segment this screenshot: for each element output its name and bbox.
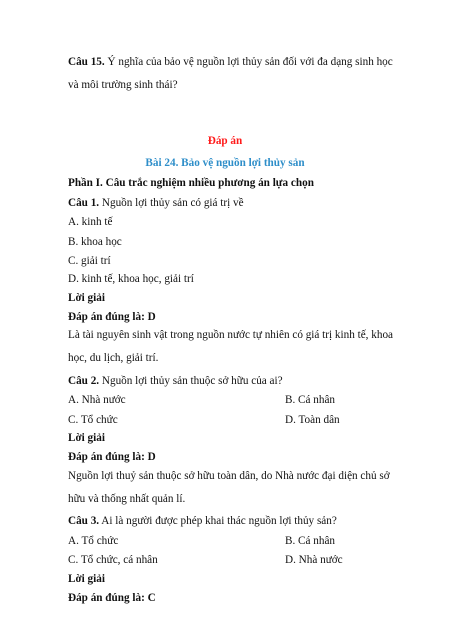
q15-line2: và môi trường sinh thái? — [68, 79, 178, 91]
lesson-title: Bài 24. Bảo vệ nguồn lợi thủy sản — [145, 157, 305, 169]
q3-correct-answer: Đáp án đúng là: C — [68, 592, 156, 604]
q3-option-c: C. Tổ chức, cá nhân — [68, 554, 158, 566]
part-title: Phần I. Câu trắc nghiệm nhiều phương án lựa chọn — [68, 177, 314, 189]
q1-question — [68, 196, 244, 210]
q2-option-c: C. Tổ chức — [68, 414, 118, 426]
q2-explanation-line1: Nguồn lợi thuỷ sản thuộc sở hữu toàn dân, do Nhà nước đại diện chủ sở — [68, 470, 390, 482]
q3-option-a: A. Tổ chức — [68, 535, 119, 547]
q2-correct-answer: Đáp án đúng là: D — [68, 451, 156, 463]
q3-text: Ai là người được phép khai thác nguồn lợi thủy sản? — [99, 515, 337, 527]
q1-text: Nguồn lợi thủy sản có giá trị về — [99, 197, 244, 209]
q1-option-a: A. kinh tế — [68, 216, 113, 228]
q3-option-b: B. Cá nhân — [285, 535, 336, 547]
q1-option-d: D. kinh tế, khoa học, giải trí — [68, 273, 194, 285]
q15-text: Ý nghĩa của bảo vệ nguồn lợi thủy sản đối với đa dạng sinh học — [104, 56, 393, 68]
q2-solution-label: Lời giải — [68, 432, 105, 444]
q1-explanation-line2: học, du lịch, giải trí. — [68, 352, 159, 364]
q1-explanation-line1: Là tài nguyên sinh vật trong nguồn nước tự nhiên có giá trị kinh tế, khoa — [68, 329, 394, 341]
q1-label: Câu 1. — [68, 197, 100, 209]
q2-option-d: D. Toàn dân — [285, 414, 340, 426]
q2-text: Nguồn lợi thủy sản thuộc sở hữu của ai? — [99, 375, 283, 387]
q1-correct-answer: Đáp án đúng là: D — [68, 311, 156, 323]
q3-option-d: D. Nhà nước — [285, 554, 343, 566]
q2-explanation-line2: hữu và thống nhất quản lí. — [68, 493, 186, 505]
q15-line1 — [68, 55, 393, 69]
q2-option-a: A. Nhà nước — [68, 394, 126, 406]
answer-heading: Đáp án — [207, 135, 243, 147]
q2-question — [68, 374, 283, 388]
q15-label: Câu 15. — [68, 56, 105, 68]
q1-option-c: C. giải trí — [68, 255, 111, 267]
q2-option-b: B. Cá nhân — [285, 394, 336, 406]
q3-solution-label: Lời giải — [68, 573, 105, 585]
q2-label: Câu 2. — [68, 375, 100, 387]
q1-option-b: B. khoa học — [68, 236, 122, 248]
q3-label: Câu 3. — [68, 515, 100, 527]
q3-question — [68, 514, 337, 528]
q1-solution-label: Lời giải — [68, 292, 105, 304]
